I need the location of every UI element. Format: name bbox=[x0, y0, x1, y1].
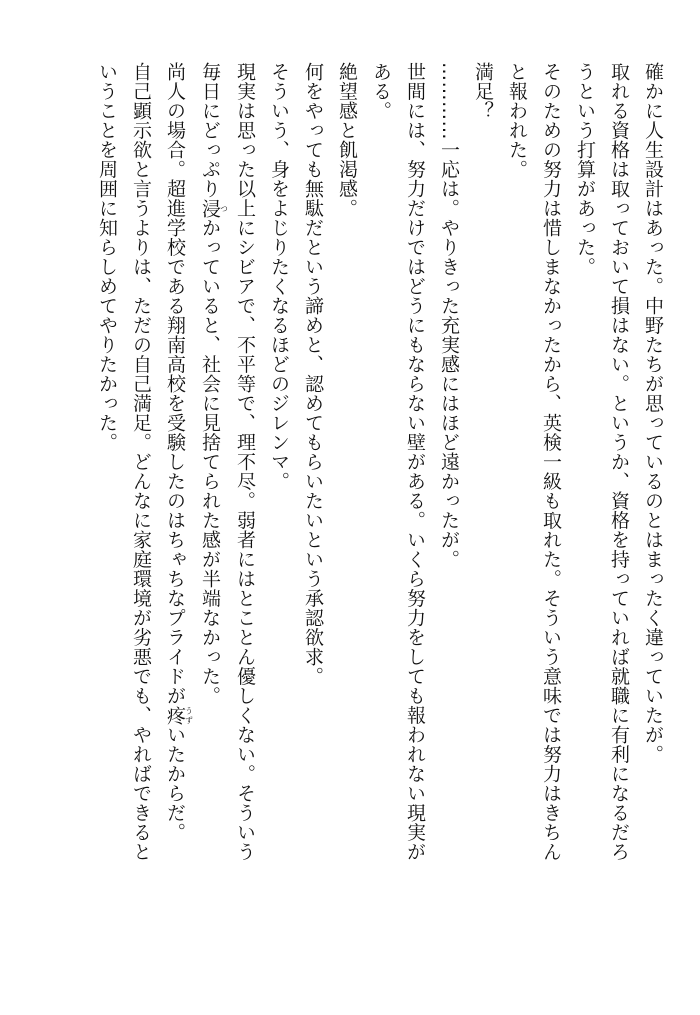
text-line: うという打算があった。 bbox=[574, 62, 596, 277]
text-line: …………一応は。やりきった充実感にはほど遠かったが。 bbox=[438, 62, 460, 569]
text-line: そのための努力は惜しまなかったから、英検一級も取れた。そういう意味では努力はきちん bbox=[540, 62, 562, 862]
ruby-base: 浸 bbox=[199, 198, 221, 218]
text-fragment: 毎日にどっぷり bbox=[199, 62, 221, 199]
ruby-base: 疼 bbox=[164, 705, 186, 725]
text-line: 絶望感と飢渇感。 bbox=[336, 62, 358, 218]
text-line: と報われた。 bbox=[506, 62, 528, 179]
text-line: 満足？ bbox=[472, 62, 494, 121]
text-line: ある。 bbox=[370, 62, 392, 121]
text-line: 確かに人生設計はあった。中野たちが思っているのとはまったく違っていたが。 bbox=[642, 62, 664, 764]
text-fragment: かっていると、社会に見捨てられた感が半端なかった。 bbox=[199, 218, 221, 706]
text-line-with-ruby bbox=[158, 62, 193, 992]
text-line: いうことを周囲に知らしめてやりたかった。 bbox=[96, 62, 118, 452]
ruby-uzuku bbox=[164, 705, 194, 726]
text-line: 現実は思った以上にシビアで、不平等で、理不尽。弱者にはとことん優しくない。そういう bbox=[234, 62, 256, 862]
text-line: そういう、身をよじりたくなるほどのジレンマ。 bbox=[268, 62, 290, 491]
text-fragment: いたからだ。 bbox=[164, 725, 186, 842]
text-line: 世間には、努力だけではどうにもならない壁がある。いくら努力をしても報われない現実が bbox=[404, 62, 426, 862]
ruby-reading: つ bbox=[219, 198, 229, 218]
text-line: 何をやっても無駄だという諦めと、認めてもらいたいという承認欲求。 bbox=[302, 62, 324, 686]
text-line: 取れる資格は取っておいて損はない。というか、資格を持っていれば就職に有利になるだろ bbox=[608, 62, 630, 862]
ruby-hitaru bbox=[199, 198, 229, 219]
text-line: 自己顕示欲と言うよりは、ただの自己満足。どんなに家庭環境が劣悪でも、やればできると bbox=[130, 62, 152, 862]
ruby-reading: うず bbox=[184, 705, 194, 725]
vertical-text-body bbox=[90, 62, 670, 992]
text-line-with-ruby bbox=[193, 62, 228, 992]
text-fragment: 尚人の場合。超進学校である翔南高校を受験したのはちゃちなプライドが bbox=[164, 62, 186, 706]
